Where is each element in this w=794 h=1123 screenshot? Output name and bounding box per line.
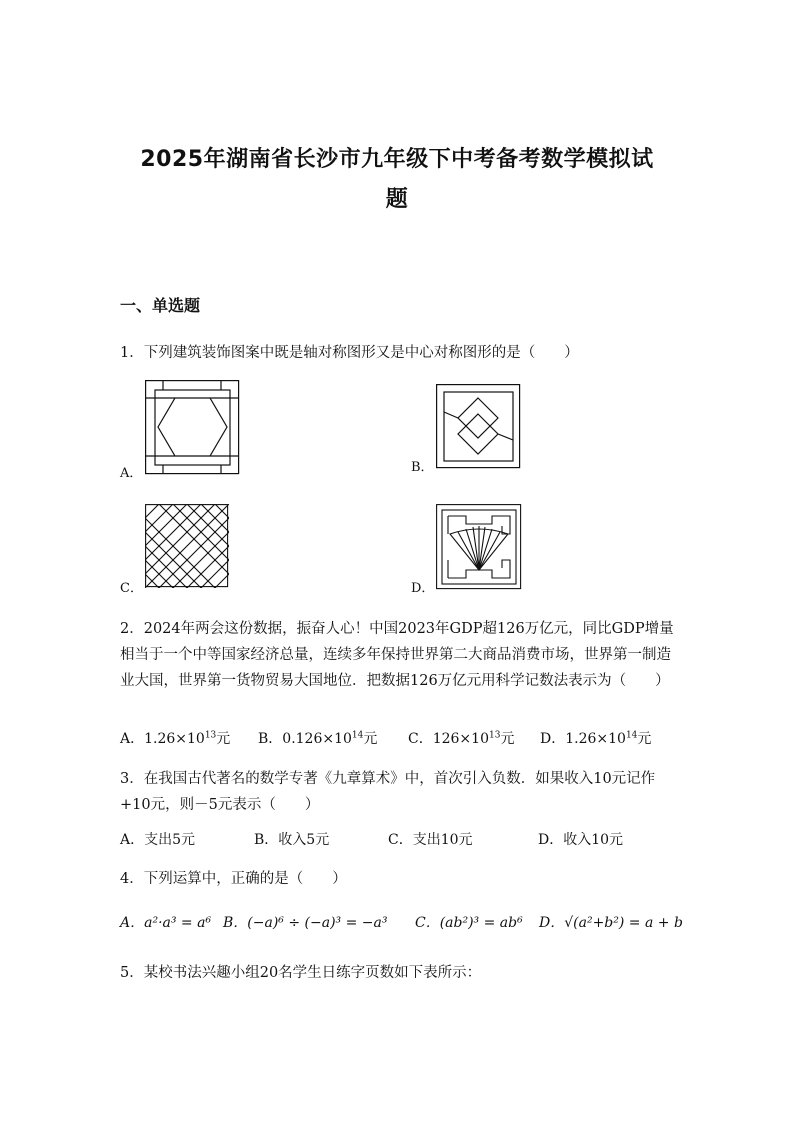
q4-option-d: D．√(a²+b²) = a + b (539, 915, 683, 931)
q3-option-a: A．支出5元 (120, 832, 196, 848)
q4-option-c: C．(ab²)³ = ab⁶ (415, 915, 523, 931)
q2-option-a: A．$1.26\times 10^{13}$元 (120, 730, 231, 747)
q3-option-c: C．支出10元 (388, 832, 473, 848)
q4-option-a: A．a²·a³ = a⁶ (120, 915, 212, 931)
question-3-options (120, 829, 623, 849)
q4-option-b: B．(−a)⁶ ÷ (−a)³ = −a³ (223, 915, 388, 931)
title-line-1: 2025年湖南省长沙市九年级下中考备考数学模拟试 (140, 147, 654, 172)
question-2-text: 2．2024年两会这份数据，振奋人心！中国2023年GDP超126万亿元，同比GDP增量相当于一个中等国家经济总量，连续多年保持世界第二大商品消费市场，世界第一制造业大国，世界第一货物贸易大国地位．把数据126万亿元用科学记数法表示为（ ） (120, 621, 674, 689)
question-1-text: 1．下列建筑装饰图案中既是轴对称图形又是中心对称图形的是（ ） (120, 345, 579, 361)
option-d-label: D． (411, 581, 435, 596)
option-b-label: B． (411, 460, 434, 475)
option-a-label: A． (120, 466, 143, 481)
q2-option-c: C．$126\times 10^{13}$元 (408, 730, 515, 747)
question-3-text: 3．在我国古代著名的数学专著《九章算术》中，首次引入负数．如果收入10元记作+10元，则－5元表示（ ） (120, 771, 656, 813)
figure-a (145, 380, 240, 475)
option-c-label: C． (120, 581, 143, 596)
question-4-options (120, 912, 683, 932)
figure-c (145, 504, 229, 588)
q2-option-b: B．$0.126\times 10^{14}$元 (258, 730, 378, 747)
q3-option-d: D．收入10元 (538, 832, 624, 848)
question-4-text: 4．下列运算中，正确的是（ ） (120, 871, 347, 887)
title-line-2: 题 (385, 187, 409, 212)
figure-b (436, 384, 521, 469)
figure-d (436, 504, 522, 590)
question-5-text: 5．某校书法兴趣小组20名学生日练字页数如下表所示： (120, 965, 482, 981)
question-2-options (120, 728, 651, 748)
page-title (100, 140, 694, 220)
q3-option-b: B．收入5元 (254, 832, 330, 848)
section-heading: 一、单选题 (120, 296, 201, 315)
q2-option-d: D．$1.26\times 10^{14}$元 (540, 730, 652, 747)
